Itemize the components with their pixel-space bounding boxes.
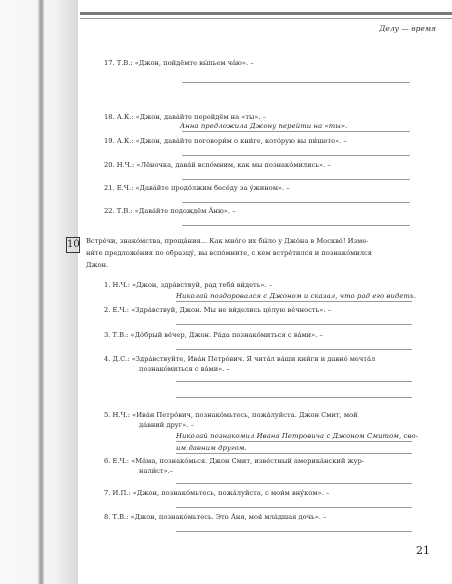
ex10-item-6-text-1: 6. Е.Ч.: «Ма́ма, познако́мься. Джон Смит, изве́стный америка́нский жур- xyxy=(104,457,365,465)
book-spine-shadow xyxy=(38,0,44,584)
item-21-text: 21. Е.Ч.: «Дава́йте продо́лжим бесе́ду за у́жином». – xyxy=(104,184,290,192)
exercise-instruction-line-1: Встре́чи, знако́мства, проща́ния... Как мно́го их бы́ло у Джо́на в Москве́! Изме- xyxy=(86,237,369,245)
answer-line xyxy=(176,324,412,325)
answer-line xyxy=(182,202,410,203)
answer-line xyxy=(176,349,412,350)
header-rule-thin xyxy=(80,18,452,19)
running-title: Делу — время xyxy=(379,24,436,33)
answer-line xyxy=(176,507,412,508)
answer-line xyxy=(182,82,410,83)
answer-line xyxy=(182,131,410,132)
item-18-text: 18. А.К.: «Джон, дава́йте перейдём на «ты». – xyxy=(104,113,267,121)
answer-line xyxy=(176,531,412,532)
item-20-text: 20. Н.Ч.: «Лёночка, дава́й вспо́мним, как мы познако́мились». – xyxy=(104,161,331,169)
answer-line xyxy=(182,179,410,180)
answer-line xyxy=(176,441,412,442)
handwritten-answer-18: Анна предложила Джону перейти на «ты». xyxy=(180,122,348,130)
ex10-item-4-text-1: 4. Д.С.: «Здра́вствуйте, Ива́н Петро́вич. Я чита́л ва́ши кни́ги и давно́ мечта́л xyxy=(104,355,376,363)
ex10-item-2-text: 2. Е.Ч.: «Здра́вствуй, Джон. Мы не ви́делись це́лую ве́чность». – xyxy=(104,306,331,314)
answer-line xyxy=(176,453,412,454)
ex10-item-6-text-2: нали́ст».– xyxy=(139,467,174,475)
answer-line xyxy=(176,483,412,484)
answer-line xyxy=(182,155,410,156)
item-19-text: 19. А.К.: «Джон, дава́йте поговори́м о кни́ге, кото́рую вы пи́шете». – xyxy=(104,137,347,145)
ex10-item-5-text-1: 5. Н.Ч.: «Ива́н Петро́вич, познако́мьтесь, пожа́луйста. Джон Смит, мой xyxy=(104,411,358,419)
item-17-text: 17. Т.В.: «Джон, пойдёмте вы́пьем ча́ю». – xyxy=(104,59,254,67)
page-number: 21 xyxy=(416,544,430,557)
handwritten-answer-1: Николай поздоровался с Джоном и сказал, что рад его видеть. xyxy=(176,292,417,300)
exercise-number: 10 xyxy=(66,237,80,253)
handwritten-answer-5b: им давним другом. xyxy=(176,444,247,452)
exercise-instruction-line-2: ни́те предложе́ния по образцу́, вы вспо́мните, с кем встре́тился и познако́мился xyxy=(86,249,372,257)
ex10-item-3-text: 3. Т.В.: «До́брый ве́чер, Джон. Ра́да познако́миться с ва́ми». – xyxy=(104,331,323,339)
book-page xyxy=(67,12,452,584)
answer-line xyxy=(176,301,412,302)
answer-line xyxy=(182,225,410,226)
answer-line xyxy=(176,381,412,382)
answer-line xyxy=(176,397,412,398)
item-22-text: 22. Т.В.: «Дава́йте подождём А́ню». – xyxy=(104,207,236,215)
handwritten-answer-5a: Николай познакомил Ивана Петровича с Джоном Смитом, сво- xyxy=(176,432,419,440)
ex10-item-4-text-2: познако́миться с ва́ми». – xyxy=(139,365,230,373)
exercise-instruction-line-3: Джон. xyxy=(86,261,109,269)
ex10-item-5-text-2: да́вний друг». – xyxy=(139,421,194,429)
ex10-item-1-text: 1. Н.Ч.: «Джон, здра́вствуй, рад тебя́ ви́деть». – xyxy=(104,281,273,289)
ex10-item-8-text: 8. Т.В.: «Джон, познако́мьтесь. Это А́ня, моя́ мла́дшая дочь». – xyxy=(104,513,327,521)
ex10-item-7-text: 7. И.П.: «Джон, познако́мьтесь, пожа́луйста, с мои́м вну́ком». – xyxy=(104,489,330,497)
header-rule xyxy=(80,12,452,15)
